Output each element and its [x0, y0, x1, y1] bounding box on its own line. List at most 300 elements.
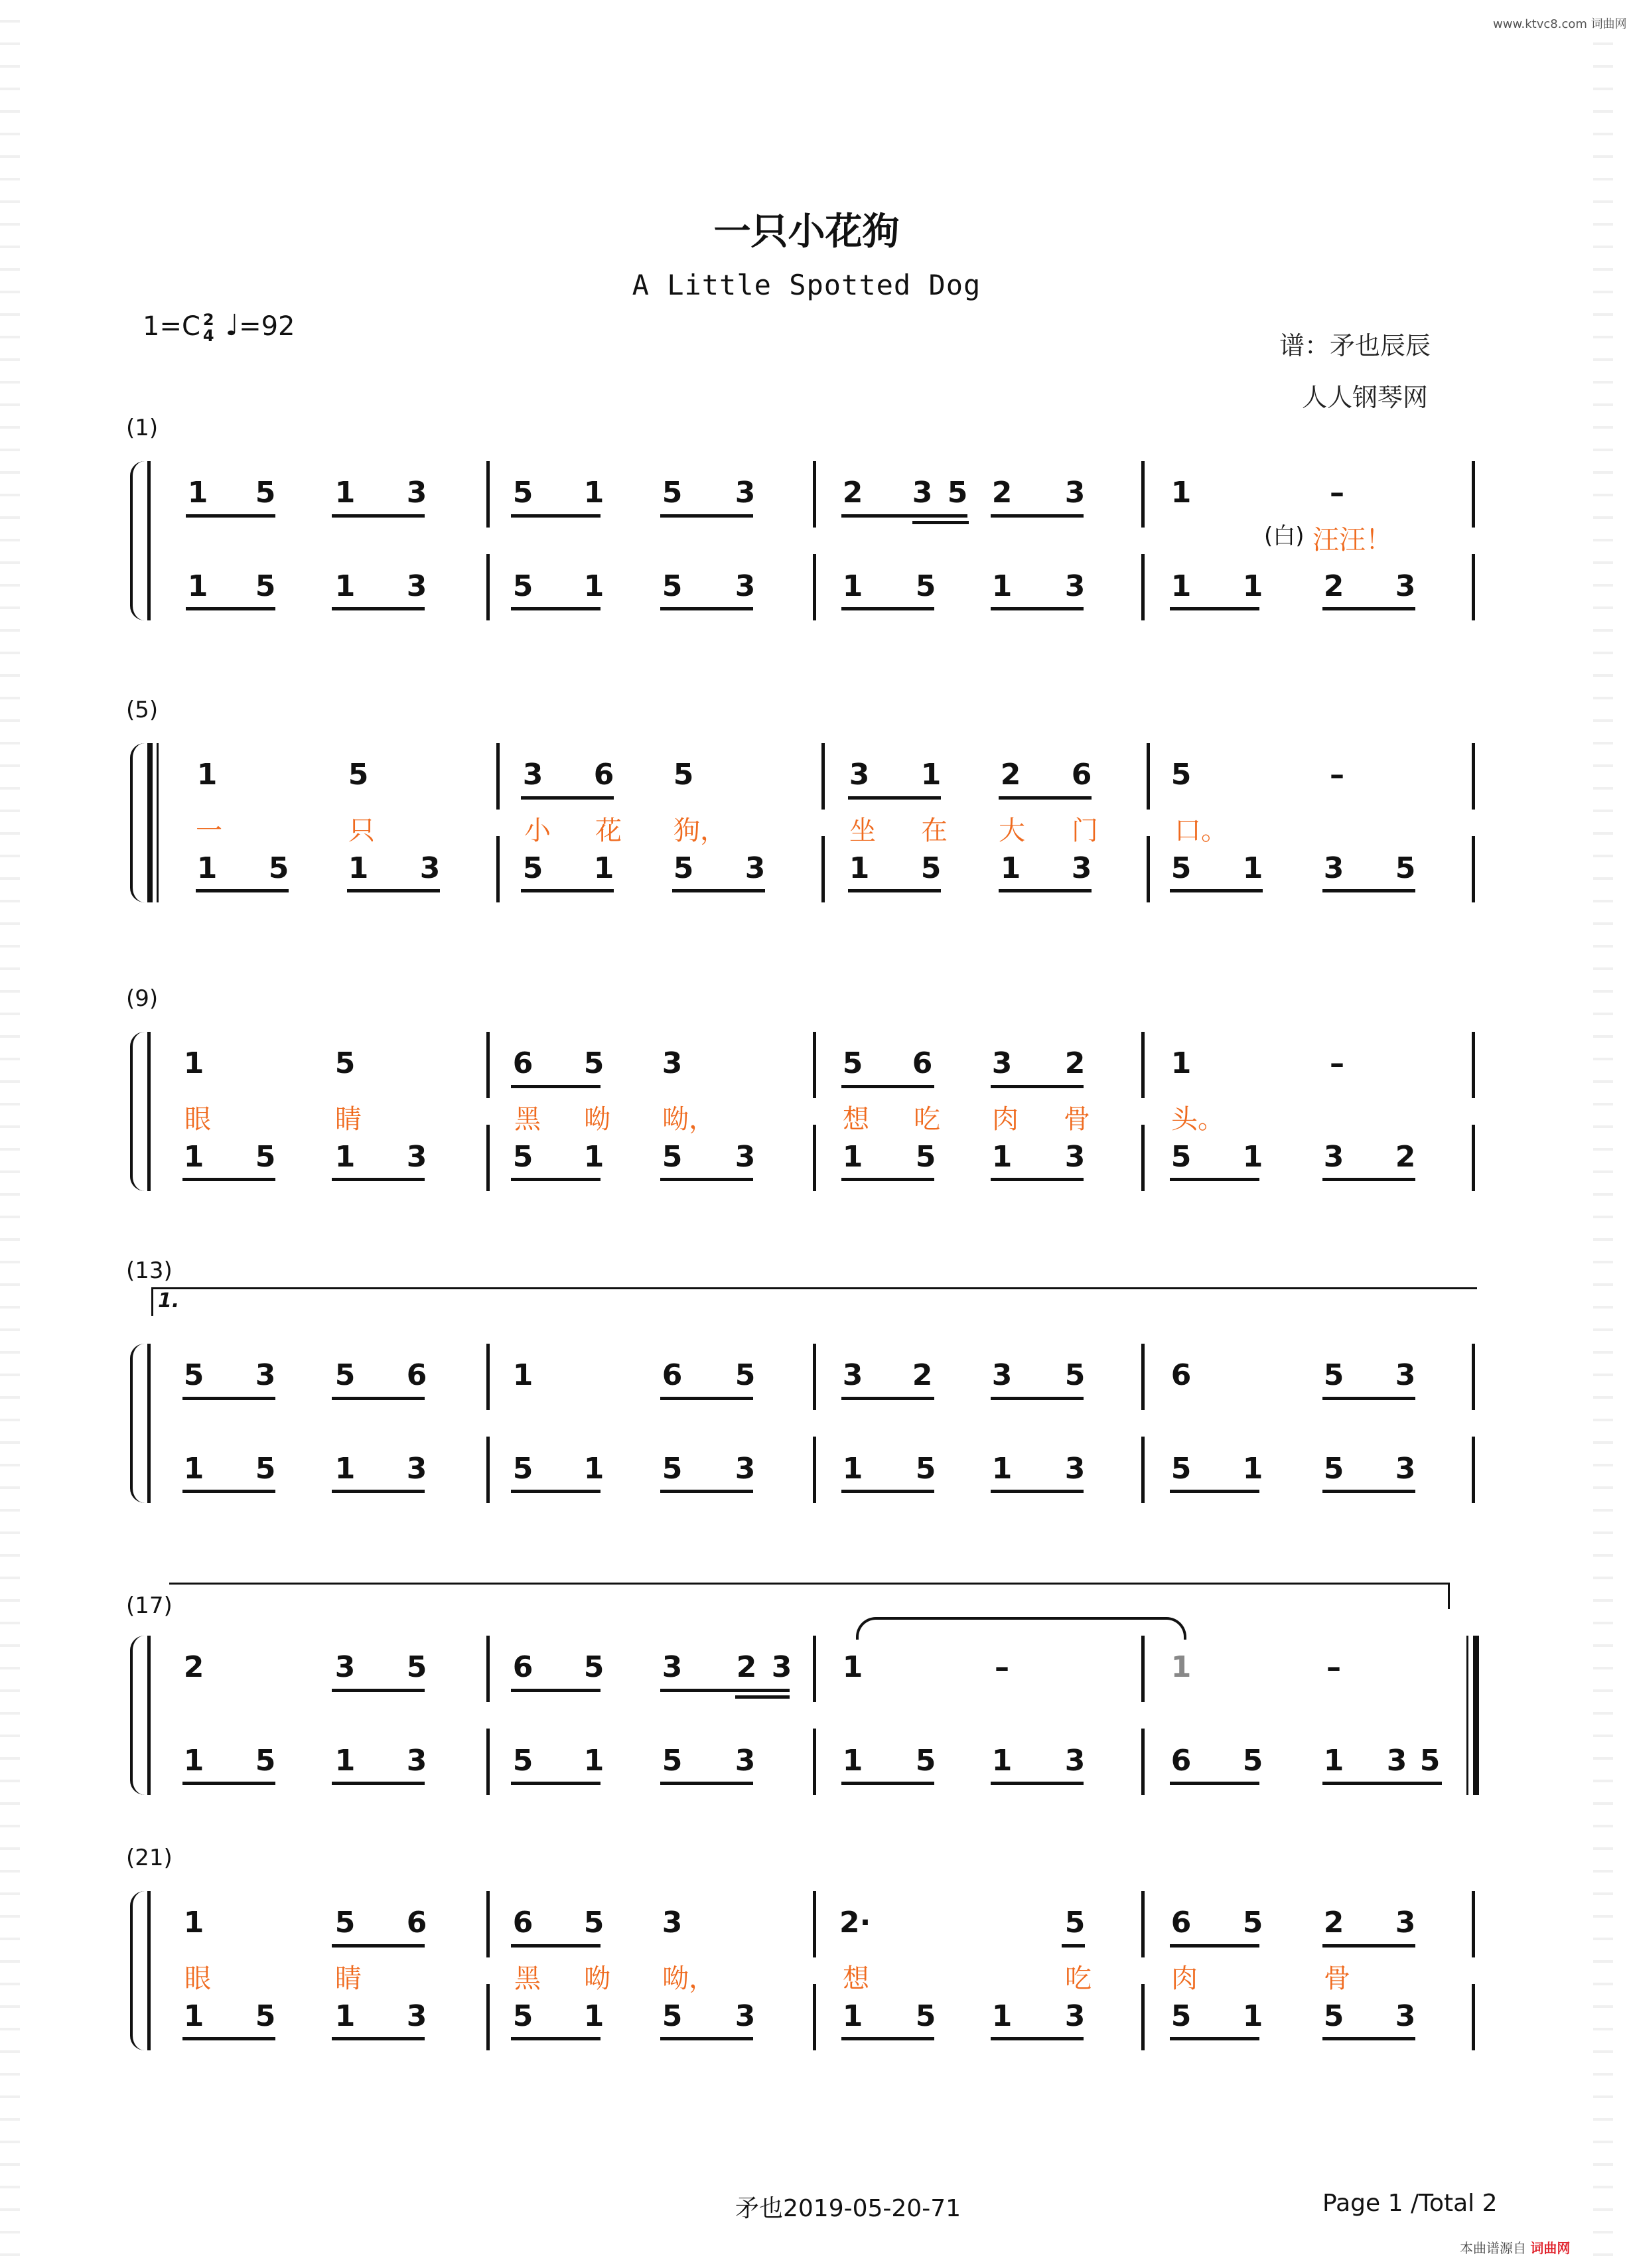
note: 3 [662, 1046, 683, 1080]
note: 1 [842, 1999, 863, 2033]
beam [521, 796, 614, 800]
note: 5 [1323, 1452, 1344, 1486]
note: 6 [512, 1046, 533, 1080]
barline [496, 836, 500, 902]
note: 5 [512, 1452, 533, 1486]
lyric: 口。 [1174, 815, 1228, 846]
note: 1 [593, 851, 614, 885]
barline [1141, 1437, 1145, 1503]
note: 1 [183, 1140, 204, 1174]
barline [147, 1344, 151, 1503]
note: 5 [255, 476, 276, 510]
barline [1141, 461, 1145, 528]
note: 1 [334, 1140, 356, 1174]
note: 3 [735, 1452, 756, 1486]
barline [1472, 1032, 1475, 1098]
note: 6 [662, 1358, 683, 1392]
beam [1170, 1782, 1259, 1785]
note: 1 [196, 758, 218, 792]
note: – [1330, 758, 1344, 792]
note: 5 [512, 569, 533, 603]
beam [332, 1944, 425, 1948]
beam [660, 1178, 753, 1181]
note: 3 [912, 476, 933, 510]
beam [991, 1397, 1084, 1400]
note: 5 [1323, 1358, 1344, 1392]
watermark-bottom: 本曲谱源自 词曲网 [1460, 2240, 1571, 2256]
footer-arranger-id: 矛也2019-05-20-71 [735, 2195, 961, 2222]
lyric: 骨 [1064, 1104, 1090, 1135]
barline [486, 1984, 490, 2050]
barline [813, 1636, 816, 1702]
beam [660, 1689, 790, 1692]
note: 1 [991, 1452, 1013, 1486]
lyric: 睛 [335, 1104, 362, 1135]
beam [999, 889, 1092, 892]
note: 5 [947, 476, 968, 510]
spoken-lyric: 汪汪！ [1312, 525, 1392, 555]
note: 5 [662, 1452, 683, 1486]
page-indicator: Page 1 /Total 2 [1322, 2190, 1498, 2217]
note: 1 [183, 1046, 204, 1080]
note: 5 [522, 851, 543, 885]
measure-number: (21) [126, 1845, 173, 1871]
measure-number: (17) [126, 1593, 173, 1619]
beam [841, 514, 967, 518]
barline [486, 1032, 490, 1098]
beam [1322, 2037, 1415, 2040]
beam [660, 607, 753, 610]
note: – [1330, 1046, 1344, 1080]
note: 3 [1064, 1999, 1086, 2033]
note: 1 [334, 1744, 356, 1778]
note: 1 [842, 1452, 863, 1486]
barline [821, 836, 825, 902]
beam [332, 1178, 425, 1181]
score-title: 一只小花狗 [713, 210, 900, 253]
note: 3 [334, 1650, 356, 1684]
brace [130, 1636, 145, 1795]
note: 5 [334, 1358, 356, 1392]
beam [660, 514, 753, 518]
note: 1 [183, 1452, 204, 1486]
note: 1 [583, 1999, 604, 2033]
barline [1141, 1729, 1145, 1795]
note: 3 [1323, 851, 1344, 885]
note: 2 [1064, 1046, 1086, 1080]
note: 6 [1170, 1906, 1192, 1940]
volta-end [1448, 1583, 1450, 1609]
beam [1322, 1490, 1415, 1493]
beam [841, 1085, 934, 1088]
note: 2 [842, 476, 863, 510]
lyric: 黑 [514, 1104, 541, 1135]
note: 5 [915, 1452, 936, 1486]
note: 1 [842, 1650, 863, 1684]
note: 2· [839, 1906, 871, 1940]
beam [1062, 1944, 1085, 1948]
note: 1 [187, 476, 208, 510]
barline [813, 1437, 816, 1503]
beam [511, 607, 601, 610]
note: 3 [1386, 1744, 1407, 1778]
system-3 [0, 985, 1613, 1198]
repeat-end-barline [1473, 1636, 1479, 1795]
beam [332, 514, 425, 518]
barline [1466, 1636, 1468, 1795]
note: 5 [915, 1744, 936, 1778]
beam [848, 796, 941, 800]
note: 3 [406, 1452, 427, 1486]
beam [332, 1397, 425, 1400]
note: 3 [735, 569, 756, 603]
note: 3 [406, 569, 427, 603]
beam [991, 1782, 1084, 1785]
score-subtitle: A Little Spotted Dog [632, 269, 981, 301]
beam [186, 514, 275, 518]
note: 3 [1395, 1999, 1416, 2033]
barline [1141, 1032, 1145, 1098]
composer: 谱：矛也辰辰 [1279, 331, 1431, 360]
note: 5 [512, 476, 533, 510]
beam [1322, 1178, 1415, 1181]
barline [486, 461, 490, 528]
barline [147, 1636, 151, 1795]
lyric: 头。 [1171, 1104, 1224, 1135]
beam [511, 1085, 601, 1088]
volta-label: 1. [158, 1289, 180, 1312]
note: 1 [842, 569, 863, 603]
barline [1147, 743, 1150, 810]
lyric: 吃 [1065, 1963, 1092, 1994]
measure-number: (13) [126, 1257, 173, 1284]
lyric: 呦， [662, 1963, 715, 1994]
note: 6 [512, 1906, 533, 1940]
key-label: 1=C [143, 311, 200, 342]
volta-bracket [151, 1287, 1477, 1316]
note: 1 [583, 569, 604, 603]
brace [130, 1344, 145, 1503]
note: 5 [1170, 1999, 1192, 2033]
lyric: 眼 [184, 1104, 211, 1135]
lyric: 骨 [1324, 1963, 1350, 1994]
note: 3 [1395, 1358, 1416, 1392]
note: 3 [1071, 851, 1092, 885]
barline [496, 743, 500, 810]
note: 1 [991, 1999, 1013, 2033]
barline [1141, 1891, 1145, 1957]
note: 3 [1395, 569, 1416, 603]
note: 5 [512, 1744, 533, 1778]
note: 1 [1170, 1046, 1192, 1080]
lyric: 狗， [673, 815, 727, 846]
lyric: 睛 [335, 1963, 362, 1994]
note: 3 [735, 1140, 756, 1174]
note: 1 [1242, 851, 1263, 885]
note: 5 [183, 1358, 204, 1392]
beam [841, 1397, 934, 1400]
note: 1 [512, 1358, 533, 1392]
beam [511, 1490, 601, 1493]
brace [130, 461, 145, 620]
note: 5 [334, 1046, 356, 1080]
beam [660, 1397, 753, 1400]
note: 5 [673, 758, 694, 792]
barline [813, 1032, 816, 1098]
note: 2 [1323, 1906, 1344, 1940]
note: 1 [334, 569, 356, 603]
note: 3 [735, 1744, 756, 1778]
note: 1 [183, 1906, 204, 1940]
barline [147, 1032, 151, 1191]
source: 人人钢琴网 [1302, 383, 1429, 412]
lyric: 想 [843, 1104, 869, 1135]
barline [1472, 1344, 1475, 1410]
watermark-top: www.ktvc8.com 词曲网 [1493, 17, 1627, 31]
barline [1472, 743, 1475, 810]
note: 1 [583, 1140, 604, 1174]
lyric: 一 [196, 815, 222, 846]
note: 5 [583, 1650, 604, 1684]
note: 1 [1242, 1452, 1263, 1486]
lyric: 大 [999, 815, 1025, 846]
lyric: 花 [595, 815, 622, 846]
volta-line [169, 1583, 1450, 1585]
note: 5 [920, 851, 942, 885]
beam [182, 1782, 275, 1785]
note: 1 [583, 1744, 604, 1778]
beam [660, 2037, 753, 2040]
note: 2 [1395, 1140, 1416, 1174]
beam [511, 1944, 601, 1948]
lyric: 呦 [584, 1963, 610, 1994]
note: 3 [1395, 1452, 1416, 1486]
beam [347, 889, 440, 892]
barline [813, 1125, 816, 1191]
measure-number: (1) [126, 415, 159, 441]
note: 1 [334, 1999, 356, 2033]
barline [813, 1729, 816, 1795]
lyric: 想 [843, 1963, 869, 1994]
beam [1170, 1178, 1259, 1181]
barline [147, 461, 151, 620]
beam [991, 1178, 1084, 1181]
barline [821, 743, 825, 810]
note: 3 [1064, 1140, 1086, 1174]
note: 5 [1170, 758, 1192, 792]
note: 5 [255, 569, 276, 603]
beam [841, 1490, 934, 1493]
beam [1322, 1944, 1415, 1948]
measure-number: (5) [126, 697, 159, 723]
note: 1 [1000, 851, 1021, 885]
barline [1472, 461, 1475, 528]
note: 1 [583, 1452, 604, 1486]
system-1 [0, 415, 1613, 627]
note: 5 [1170, 1140, 1192, 1174]
note: 3 [1064, 569, 1086, 603]
note: 6 [593, 758, 614, 792]
system-5 [0, 1583, 1613, 1821]
note: 1 [842, 1140, 863, 1174]
lyric: 肉 [992, 1104, 1019, 1135]
tempo-value: =92 [239, 311, 295, 342]
note: 2 [1000, 758, 1021, 792]
barline [813, 554, 816, 620]
beam [511, 514, 601, 518]
note: 5 [512, 1999, 533, 2033]
lyric: 坐 [849, 815, 876, 846]
quarter-note-icon: ♩ [225, 309, 240, 342]
note: 5 [662, 1999, 683, 2033]
beam [848, 889, 941, 892]
note: 6 [512, 1650, 533, 1684]
note: 3 [1064, 476, 1086, 510]
note: 3 [735, 476, 756, 510]
beam [1322, 889, 1415, 892]
beam [511, 1689, 601, 1692]
barline [486, 1891, 490, 1957]
note: 5 [1170, 1452, 1192, 1486]
note: 1 [1323, 1744, 1344, 1778]
note: 3 [1064, 1452, 1086, 1486]
note: 1 [183, 1744, 204, 1778]
note: 3 [662, 1906, 683, 1940]
lyric: 吃 [914, 1104, 940, 1135]
note: – [995, 1650, 1009, 1684]
note: 1 [348, 851, 369, 885]
beam [332, 607, 425, 610]
beam [332, 1689, 425, 1692]
note: 1 [1242, 1140, 1263, 1174]
beam [1322, 607, 1415, 610]
note: 5 [334, 1906, 356, 1940]
note: 6 [406, 1358, 427, 1392]
lyric: 小 [524, 815, 551, 846]
note: 5 [583, 1906, 604, 1940]
note: 5 [268, 851, 289, 885]
barline [813, 1344, 816, 1410]
note: 5 [255, 1140, 276, 1174]
brace [130, 1891, 145, 2050]
barline [1472, 1125, 1475, 1191]
beam [999, 796, 1092, 800]
note: 5 [406, 1650, 427, 1684]
note: 2 [1323, 569, 1344, 603]
beam [332, 1490, 425, 1493]
beam [912, 521, 969, 524]
brace [130, 743, 145, 902]
beam [196, 889, 289, 892]
lyric: 黑 [514, 1963, 541, 1994]
lyric: 在 [921, 815, 948, 846]
beam [841, 1782, 934, 1785]
note: 5 [1395, 851, 1416, 885]
note: 1 [1242, 1999, 1263, 2033]
note: 5 [662, 569, 683, 603]
note: 3 [991, 1358, 1013, 1392]
beam [182, 1178, 275, 1181]
note: 5 [1419, 1744, 1441, 1778]
tie [856, 1617, 1186, 1640]
note: 3 [419, 851, 441, 885]
system-4 [0, 1257, 1613, 1510]
note: 5 [673, 851, 694, 885]
note: 6 [912, 1046, 933, 1080]
beam [991, 514, 1084, 518]
note: 1 [1170, 569, 1192, 603]
barline [1472, 836, 1475, 902]
lyric: 肉 [1171, 1963, 1198, 1994]
note: 5 [662, 476, 683, 510]
lyric: 呦 [584, 1104, 610, 1135]
beam [841, 1178, 934, 1181]
lyric: 门 [1072, 815, 1098, 846]
note: 5 [255, 1744, 276, 1778]
note: 5 [255, 1452, 276, 1486]
note: 3 [1395, 1906, 1416, 1940]
barline [486, 1729, 490, 1795]
barline [1472, 1891, 1475, 1957]
time-signature: 2 4 [202, 311, 214, 345]
beam [511, 1782, 601, 1785]
note: 2 [736, 1650, 757, 1684]
note: 3 [406, 1999, 427, 2033]
barline [147, 1891, 151, 2050]
beam [841, 2037, 934, 2040]
note: 3 [1064, 1744, 1086, 1778]
note: 5 [1242, 1744, 1263, 1778]
barline [813, 1984, 816, 2050]
note: 1 [187, 569, 208, 603]
note: 5 [662, 1744, 683, 1778]
beam [182, 1490, 275, 1493]
barline [1147, 836, 1150, 902]
note: 1 [1170, 476, 1192, 510]
note: 1 [1170, 1650, 1192, 1684]
lyric: 只 [348, 815, 375, 846]
note: 1 [991, 1140, 1013, 1174]
note: 3 [991, 1046, 1013, 1080]
beam [1170, 1490, 1259, 1493]
note: 3 [744, 851, 766, 885]
note: 5 [255, 1999, 276, 2033]
lyric: 呦， [662, 1104, 715, 1135]
beam [991, 2037, 1084, 2040]
system-2 [0, 697, 1613, 909]
note: 6 [1071, 758, 1092, 792]
barline [486, 1437, 490, 1503]
note: 3 [255, 1358, 276, 1392]
repeat-start-barline [147, 743, 153, 902]
beam [735, 1695, 790, 1699]
beam [660, 1490, 753, 1493]
barline [813, 1891, 816, 1957]
barline [1141, 554, 1145, 620]
note: 5 [1323, 1999, 1344, 2033]
beam [660, 1782, 753, 1785]
note: 1 [334, 1452, 356, 1486]
note: 3 [522, 758, 543, 792]
note: 1 [991, 1744, 1013, 1778]
barline [486, 1636, 490, 1702]
barline [1141, 1344, 1145, 1410]
note: 2 [912, 1358, 933, 1392]
barline [486, 1125, 490, 1191]
beam [841, 607, 934, 610]
note: 5 [915, 1140, 936, 1174]
note: 1 [583, 476, 604, 510]
